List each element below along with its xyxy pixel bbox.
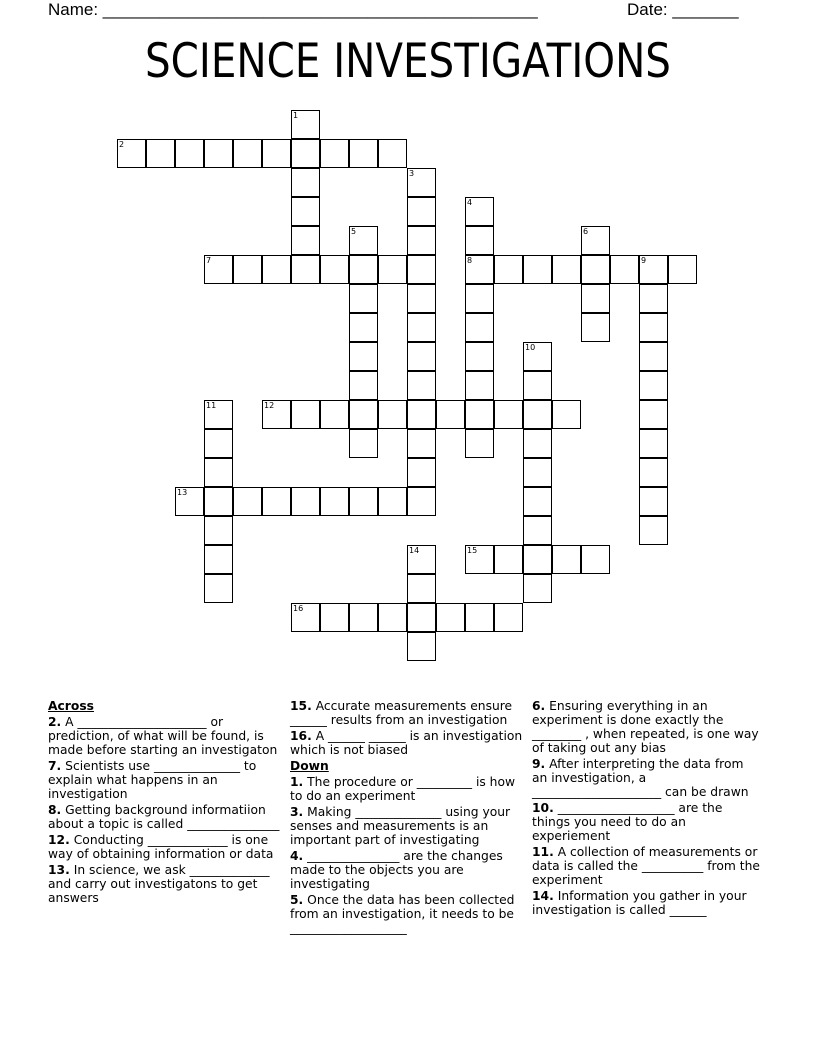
crossword-cell[interactable] bbox=[523, 255, 552, 284]
crossword-cell[interactable] bbox=[262, 400, 291, 429]
crossword-cell[interactable] bbox=[407, 487, 436, 516]
crossword-cell[interactable] bbox=[378, 255, 407, 284]
crossword-cell[interactable] bbox=[349, 255, 378, 284]
clue-number-9: 9 bbox=[641, 256, 647, 265]
crossword-cell[interactable] bbox=[349, 342, 378, 371]
clue-down-14: 14. Information you gather in your investigation is called ______ bbox=[532, 889, 747, 917]
crossword-cell[interactable] bbox=[320, 139, 349, 168]
clue-number-4: 4 bbox=[467, 198, 473, 207]
crossword-cell[interactable] bbox=[262, 255, 291, 284]
name-label: Name: ______________________________________________ bbox=[48, 0, 538, 19]
clue-number-1: 1 bbox=[293, 111, 299, 120]
crossword-cell[interactable] bbox=[407, 168, 436, 197]
crossword-cell[interactable] bbox=[465, 400, 494, 429]
clue-down-11: 11. A collection of measurements or data is called the __________ from the experiment bbox=[532, 845, 760, 887]
clue-number-10: 10 bbox=[525, 343, 536, 352]
crossword-cell[interactable] bbox=[320, 255, 349, 284]
crossword-cell[interactable] bbox=[552, 545, 581, 574]
crossword-cell[interactable] bbox=[639, 284, 668, 313]
crossword-cell[interactable] bbox=[349, 139, 378, 168]
crossword-cell[interactable] bbox=[146, 139, 175, 168]
crossword-cell[interactable] bbox=[204, 545, 233, 574]
crossword-cell[interactable] bbox=[523, 545, 552, 574]
crossword-cell[interactable] bbox=[233, 487, 262, 516]
crossword-cell[interactable] bbox=[523, 342, 552, 371]
crossword-cell[interactable] bbox=[465, 284, 494, 313]
crossword-cell[interactable] bbox=[465, 371, 494, 400]
crossword-cell[interactable] bbox=[639, 313, 668, 342]
clue-across-8: 8. Getting background informatiion about a topic is called _______________ bbox=[48, 803, 280, 831]
crossword-cell[interactable] bbox=[668, 255, 697, 284]
crossword-cell[interactable] bbox=[204, 458, 233, 487]
crossword-cell[interactable] bbox=[320, 487, 349, 516]
crossword-cell[interactable] bbox=[291, 168, 320, 197]
crossword-cell[interactable] bbox=[349, 603, 378, 632]
crossword-cell[interactable] bbox=[639, 429, 668, 458]
crossword-cell[interactable] bbox=[523, 458, 552, 487]
crossword-cell[interactable] bbox=[204, 516, 233, 545]
clue-number-6: 6 bbox=[583, 227, 589, 236]
clue-number-8: 8 bbox=[467, 256, 473, 265]
clues-column-1 bbox=[48, 699, 283, 907]
crossword-cell[interactable] bbox=[407, 371, 436, 400]
crossword-cell[interactable] bbox=[523, 371, 552, 400]
crossword-cell[interactable] bbox=[552, 400, 581, 429]
crossword-cell[interactable] bbox=[407, 226, 436, 255]
crossword-cell[interactable] bbox=[378, 139, 407, 168]
crossword-cell[interactable] bbox=[639, 255, 668, 284]
crossword-cell[interactable] bbox=[581, 255, 610, 284]
crossword-cell[interactable] bbox=[204, 400, 233, 429]
crossword-cell[interactable] bbox=[262, 487, 291, 516]
crossword-cell[interactable] bbox=[407, 197, 436, 226]
crossword-cell[interactable] bbox=[407, 632, 436, 661]
crossword-cell[interactable] bbox=[378, 487, 407, 516]
crossword-cell[interactable] bbox=[523, 400, 552, 429]
crossword-cell[interactable] bbox=[465, 226, 494, 255]
clue-number-16: 16 bbox=[293, 604, 304, 613]
crossword-cell[interactable] bbox=[407, 429, 436, 458]
crossword-cell[interactable] bbox=[349, 371, 378, 400]
crossword-cell[interactable] bbox=[523, 516, 552, 545]
crossword-cell[interactable] bbox=[465, 342, 494, 371]
crossword-cell[interactable] bbox=[494, 255, 523, 284]
crossword-cell[interactable] bbox=[233, 139, 262, 168]
crossword-cell[interactable] bbox=[407, 313, 436, 342]
crossword-cell[interactable] bbox=[349, 313, 378, 342]
crossword-cell[interactable] bbox=[175, 487, 204, 516]
crossword-cell[interactable] bbox=[291, 197, 320, 226]
clue-number-12: 12 bbox=[264, 401, 275, 410]
clue-down-3: 3. Making ______________ using your senses and measurements is an important part of investigating bbox=[290, 805, 511, 847]
clue-number-14: 14 bbox=[409, 546, 420, 555]
crossword-cell[interactable] bbox=[349, 429, 378, 458]
clue-number-3: 3 bbox=[409, 169, 415, 178]
crossword-cell[interactable] bbox=[291, 603, 320, 632]
crossword-cell[interactable] bbox=[639, 516, 668, 545]
crossword-cell[interactable] bbox=[407, 458, 436, 487]
crossword-cell[interactable] bbox=[320, 603, 349, 632]
crossword-cell[interactable] bbox=[407, 603, 436, 632]
clue-down-10: 10. ___________________ are the things you need to do an experiement bbox=[532, 801, 723, 843]
clue-number-15: 15 bbox=[467, 546, 478, 555]
crossword-cell[interactable] bbox=[378, 603, 407, 632]
crossword-cell[interactable] bbox=[581, 226, 610, 255]
crossword-cell[interactable] bbox=[407, 255, 436, 284]
crossword-cell[interactable] bbox=[117, 139, 146, 168]
crossword-cell[interactable] bbox=[494, 603, 523, 632]
crossword-cell[interactable] bbox=[407, 284, 436, 313]
clues-column-2 bbox=[290, 699, 525, 937]
crossword-cell[interactable] bbox=[204, 574, 233, 603]
crossword-cell[interactable] bbox=[494, 545, 523, 574]
clue-number-2: 2 bbox=[119, 140, 125, 149]
crossword-cell[interactable] bbox=[349, 284, 378, 313]
crossword-cell[interactable] bbox=[436, 603, 465, 632]
crossword-cell[interactable] bbox=[523, 429, 552, 458]
crossword-cell[interactable] bbox=[349, 226, 378, 255]
page-title: SCIENCE INVESTIGATIONS bbox=[145, 34, 671, 89]
crossword-cell[interactable] bbox=[407, 400, 436, 429]
crossword-cell[interactable] bbox=[523, 574, 552, 603]
crossword-cell[interactable] bbox=[320, 400, 349, 429]
crossword-cell[interactable] bbox=[581, 545, 610, 574]
clue-number-7: 7 bbox=[206, 256, 212, 265]
crossword-cell[interactable] bbox=[291, 226, 320, 255]
crossword-cell[interactable] bbox=[465, 429, 494, 458]
crossword-cell[interactable] bbox=[465, 255, 494, 284]
clue-down-5: 5. Once the data has been collected from an investigation, it needs to be ___________________ bbox=[290, 893, 515, 935]
crossword-cell[interactable] bbox=[610, 255, 639, 284]
crossword-cell[interactable] bbox=[349, 400, 378, 429]
crossword-cell[interactable] bbox=[465, 545, 494, 574]
crossword-cell[interactable] bbox=[204, 255, 233, 284]
clue-number-11: 11 bbox=[206, 401, 217, 410]
crossword-cell[interactable] bbox=[291, 400, 320, 429]
clue-across-15: 15. Accurate measurements ensure ______ results from an investigation bbox=[290, 699, 513, 727]
down-heading: Down bbox=[290, 759, 329, 773]
crossword-cell[interactable] bbox=[407, 545, 436, 574]
crossword-cell[interactable] bbox=[639, 342, 668, 371]
crossword-cell[interactable] bbox=[436, 400, 465, 429]
crossword-cell[interactable] bbox=[291, 110, 320, 139]
clues-column-3 bbox=[532, 699, 762, 919]
clue-across-2: 2. A _____________________ or prediction, of what will be found, is made before starting an investigaton bbox=[48, 715, 278, 757]
crossword-cell[interactable] bbox=[233, 255, 262, 284]
crossword-cell[interactable] bbox=[523, 487, 552, 516]
clue-down-1: 1. The procedure or _________ is how to do an experiment bbox=[290, 775, 516, 803]
crossword-cell[interactable] bbox=[349, 487, 378, 516]
crossword-cell[interactable] bbox=[262, 139, 291, 168]
clue-number-13: 13 bbox=[177, 488, 188, 497]
crossword-cell[interactable] bbox=[204, 429, 233, 458]
crossword-cell[interactable] bbox=[291, 255, 320, 284]
crossword-cell[interactable] bbox=[291, 487, 320, 516]
crossword-cell[interactable] bbox=[291, 139, 320, 168]
clue-across-7: 7. Scientists use ______________ to explain what happens in an investigation bbox=[48, 759, 257, 801]
clue-number-5: 5 bbox=[351, 227, 357, 236]
clue-down-6: 6. Ensuring everything in an experiment is done exactly the ________ , when repeated, is one way of taking out any bias bbox=[532, 699, 759, 755]
clue-across-16: 16. A ______ ______ is an investigation which is not biased bbox=[290, 729, 523, 757]
crossword-cell[interactable] bbox=[465, 313, 494, 342]
crossword-cell[interactable] bbox=[204, 487, 233, 516]
crossword-cell[interactable] bbox=[639, 487, 668, 516]
crossword-cell[interactable] bbox=[204, 139, 233, 168]
crossword-cell[interactable] bbox=[581, 313, 610, 342]
crossword-cell[interactable] bbox=[378, 400, 407, 429]
clue-down-9: 9. After interpreting the data from an investigation, a _____________________ can be drawn bbox=[532, 757, 749, 799]
clue-down-4: 4. _______________ are the changes made to the objects you are investigating bbox=[290, 849, 503, 891]
crossword-cell[interactable] bbox=[639, 371, 668, 400]
crossword-cell[interactable] bbox=[494, 400, 523, 429]
crossword-cell[interactable] bbox=[407, 574, 436, 603]
across-heading: Across bbox=[48, 699, 94, 713]
crossword-cell[interactable] bbox=[465, 197, 494, 226]
date-label: Date: _______ bbox=[627, 0, 739, 19]
clue-across-12: 12. Conducting _____________ is one way of obtaining information or data bbox=[48, 833, 274, 861]
crossword-cell[interactable] bbox=[552, 255, 581, 284]
crossword-cell[interactable] bbox=[581, 284, 610, 313]
crossword-cell[interactable] bbox=[175, 139, 204, 168]
clue-across-13: 13. In science, we ask _____________ and carry out investigatons to get answers bbox=[48, 863, 270, 905]
crossword-cell[interactable] bbox=[407, 342, 436, 371]
crossword-cell[interactable] bbox=[639, 400, 668, 429]
crossword-cell[interactable] bbox=[639, 458, 668, 487]
crossword-cell[interactable] bbox=[465, 603, 494, 632]
